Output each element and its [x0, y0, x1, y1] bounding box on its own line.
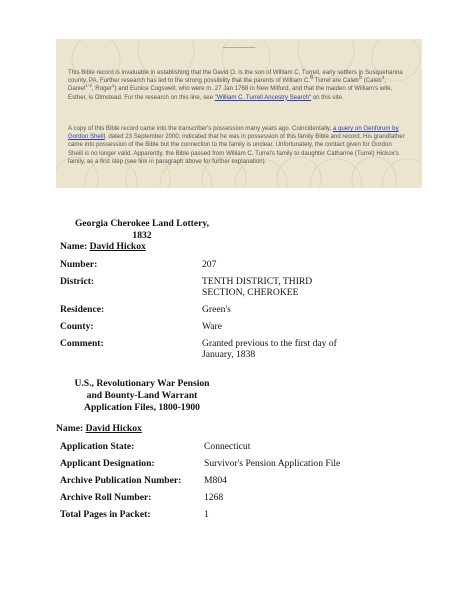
bible-record-note	[56, 39, 422, 188]
archive-publication-value: M804	[204, 475, 227, 486]
lottery-title: Georgia Cherokee Land Lottery, 1832	[74, 218, 210, 241]
lottery-name-value: David Hickox	[89, 241, 146, 252]
applicant-designation-value: Survivor's Pension Application File	[204, 458, 341, 469]
pension-title: U.S., Revolutionary War Pension and Bounty-Land Warrant Application Files, 1800-1900	[74, 378, 210, 413]
archive-publication-label: Archive Publication Number:	[60, 475, 182, 486]
archive-roll-value: 1268	[204, 492, 224, 503]
lottery-number-label: Number:	[60, 259, 98, 270]
lottery-number-value: 207	[202, 259, 217, 270]
archive-roll-label: Archive Roll Number:	[60, 492, 152, 503]
ancestry-search-link[interactable]: "William C. Turrell Ancestry Search"	[214, 93, 312, 101]
paragraph-provenance: A copy of this Bible record came into the transcriber's possession many years ago. Coincidentally, a query on Genforum by Gordon Sheill, dated 23 September 2000, indicated that he was in possession of this family Bible and record. His grandfather came into possession of the Bible but the connection to the family is unclear. Unfortunately, the contact given for Gordon Sheill is no longer valid. Apparently, the Bible passed from William C. Turrel's family to daughter Catharine (Turrel) Hickox's family, as a first step (see link in paragraph above for further explanation).	[68, 125, 405, 165]
lottery-residence-label: Residence:	[60, 304, 105, 315]
pension-name-row: Name: David Hickox	[56, 423, 142, 434]
applicant-designation-label: Applicant Designation:	[60, 458, 155, 469]
total-pages-label: Total Pages in Packet:	[60, 509, 151, 520]
lottery-district-value: TENTH DISTRICT, THIRD SECTION, CHEROKEE	[202, 276, 313, 298]
paragraph-lineage: This Bible record is invaluable in establishing that the David O. is the son of William C. Turrell, early settlers in Susquehanna county, PA. Further research has led to the strong possibility that the parents of William C.$^6$ Turrel are Caleb$^5$ (Caleb$^4$, Daniel$^{1-2}$, Roger$^1$) and Eunice Cogswell, who were m. 27 Jan 1768 in New Milford, and that the maiden of William's wife, Esther, is Olmstead. For the research on this line, see "William C. Turrell Ancestry Search" on this site.	[68, 69, 403, 101]
lottery-residence-value: Green's	[202, 304, 231, 315]
lottery-county-label: County:	[60, 321, 94, 332]
lottery-comment-label: Comment:	[60, 338, 104, 349]
pension-name-value: David Hickox	[85, 423, 142, 434]
lottery-comment-value: Granted previous to the first day of January, 1838	[202, 338, 337, 360]
lottery-district-label: District:	[60, 276, 95, 287]
application-state-label: Application State:	[60, 441, 135, 452]
total-pages-value: 1	[204, 509, 209, 520]
genforum-query-link[interactable]: a query on Genforum by Gordon Sheill	[68, 125, 399, 141]
lottery-county-value: Ware	[202, 321, 222, 332]
application-state-value: Connecticut	[204, 441, 251, 452]
lottery-name-row: Name: David Hickox	[60, 241, 146, 252]
separator: ~~~~~~~~~	[222, 45, 256, 52]
